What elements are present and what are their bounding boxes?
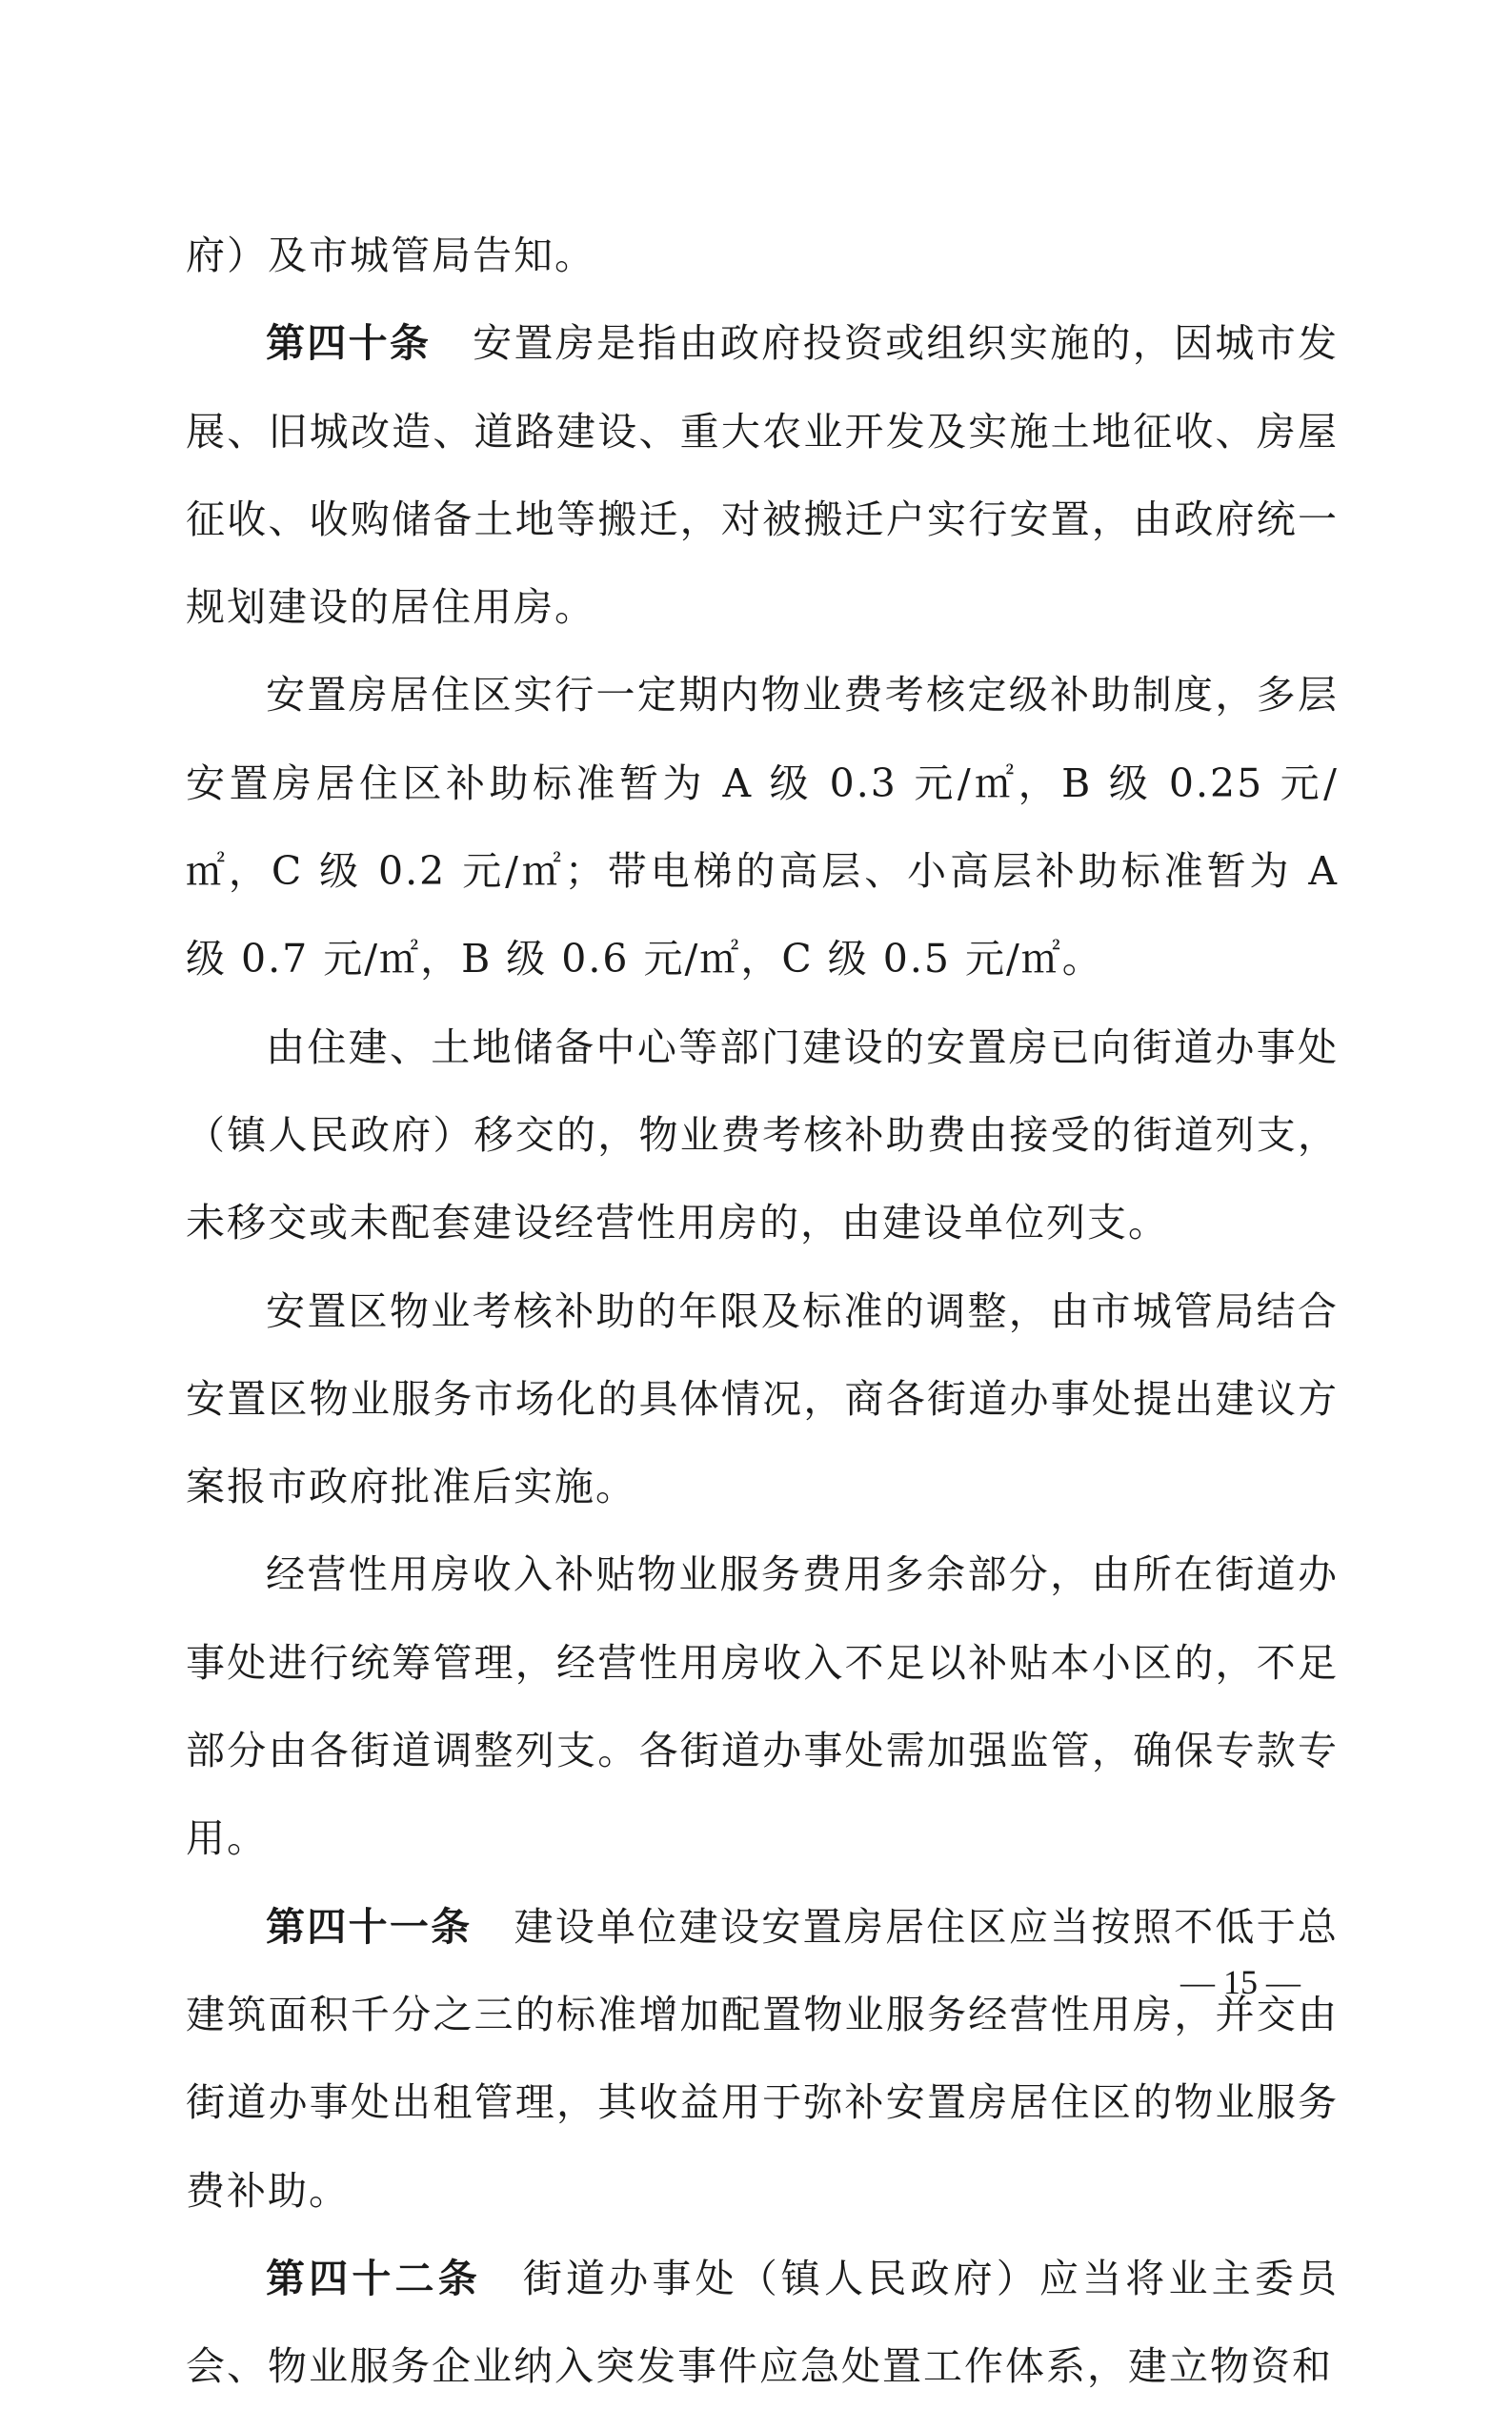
- page-number: — 15 —: [1180, 1963, 1300, 2001]
- paragraph: [186, 1267, 1339, 1531]
- article-40: [186, 299, 1339, 651]
- article-41: [186, 1883, 1339, 2235]
- body-text: [186, 212, 1339, 2410]
- paragraph-text: 建设单位建设安置房居住区应当按照不低于总建筑面积千分之三的标准增加配置物业服务经营性用房，并交由街道办事处出租管理，其收益用于弥补安置房居住区的物业服务费补助。: [186, 1903, 1340, 2214]
- paragraph-text: 经营性用房收入补贴物业服务费用多余部分，由所在街道办事处进行统筹管理，经营性用房收入不足以补贴本小区的，不足部分由各街道调整列支。各街道办事处需加强监管，确保专款专用。: [186, 1551, 1339, 1862]
- article-heading: 第四十一条: [266, 1903, 473, 1950]
- paragraph-text: 街道办事处（镇人民政府）应当将业主委员会、物业服务企业纳入突发事件应急处置工作体系，建立物资和: [186, 2255, 1340, 2390]
- article-heading: 第四十二条: [266, 2255, 481, 2301]
- paragraph-text: 安置房居住区实行一定期内物业费考核定级补助制度，多层安置房居住区补助标准暂为 A 级 0.3 元/㎡，B 级 0.25 元/㎡，C 级 0.2 元/㎡；带电梯的高层、小高层补助标准暂为 A 级 0.7 元/㎡，B 级 0.6 元/㎡，C 级 0.5 元/㎡。: [186, 672, 1340, 982]
- paragraph: [186, 1003, 1339, 1267]
- article-42: [186, 2235, 1339, 2410]
- paragraph-text: 府）及市城管局告知。: [186, 233, 595, 278]
- paragraph: [186, 651, 1339, 1002]
- paragraph-continuation: [186, 212, 1339, 299]
- paragraph-text: 由住建、土地储备中心等部门建设的安置房已向街道办事处（镇人民政府）移交的，物业费考核补助费由接受的街道列支，未移交或未配套建设经营性用房的，由建设单位列支。: [186, 1023, 1339, 1246]
- paragraph-text: 安置区物业考核补助的年限及标准的调整，由市城管局结合安置区物业服务市场化的具体情况，商各街道办事处提出建议方案报市政府批准后实施。: [186, 1287, 1339, 1510]
- paragraph: [186, 1530, 1339, 1882]
- article-heading: 第四十条: [266, 320, 432, 367]
- paragraph-text: 安置房是指由政府投资或组织实施的，因城市发展、旧城改造、道路建设、重大农业开发及实施土地征收、房屋征收、收购储备土地等搬迁，对被搬迁户实行安置，由政府统一规划建设的居住用房。: [186, 320, 1340, 631]
